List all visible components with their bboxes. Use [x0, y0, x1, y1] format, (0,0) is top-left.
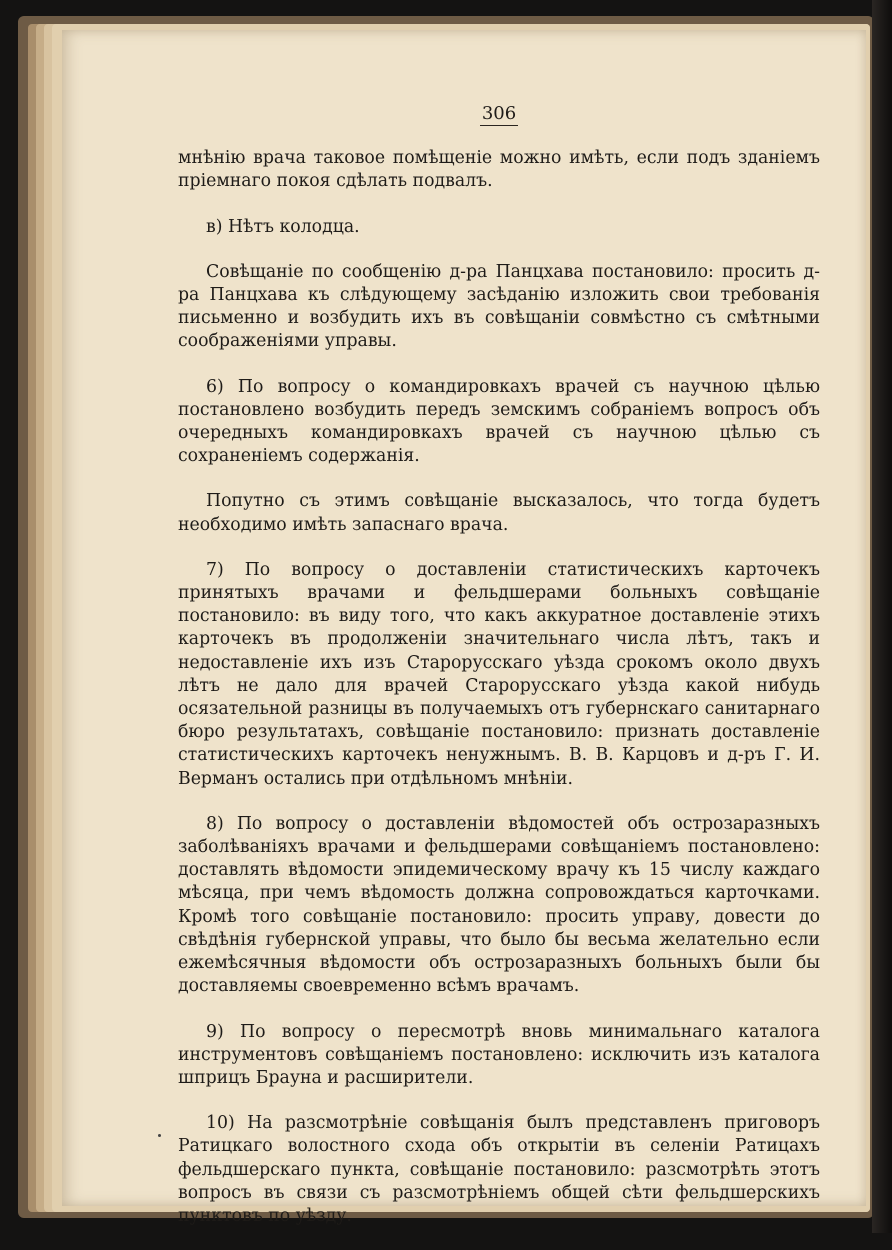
page-number: 306 — [481, 103, 517, 124]
ink-speck — [158, 1134, 161, 1137]
paragraph-item-v: в) Нѣтъ колодца. — [206, 216, 360, 237]
paragraph-item-9: 9) По вопросу о пересмотрѣ вновь минимальнаго каталога инструментовъ совѣщаніемъ постановлено: исключить изъ каталога шприцъ Брауна и расширители. — [178, 1021, 820, 1088]
paragraph-continuation: мнѣнію врача таковое помѣщеніе можно имѣть, если подъ зданіемъ пріемнаго покоя сдѣлать подвалъ. — [178, 148, 820, 192]
paragraph-item-10: 10) На разсмотрѣніе совѣщанія былъ представленъ приговоръ Ратицкаго волостного схода объ открытіи въ селеніи Ратицахъ фельдшерскаго пункта, совѣщаніе постановило: разсмотрѣть этотъ вопросъ въ связи съ разсмотрѣніемъ общей сѣти фельдшерскихъ пунктовъ по уѣзду. — [178, 1113, 820, 1226]
page-text — [178, 102, 820, 1250]
paragraph-item-6: 6) По вопросу о командировкахъ врачей съ научною цѣлью постановлено возбудить передъ земскимъ собраніемъ вопросъ объ очередныхъ командировкахъ врачей съ научною цѣлью съ сохраненіемъ содержанія. — [178, 376, 820, 467]
paragraph-item-8: 8) По вопросу о доставленіи вѣдомостей объ острозаразныхъ заболѣваніяхъ врачами и фельдшерами совѣщаніемъ постановлено: доставлять вѣдомости эпидемическому врачу къ 15 числу каждаго мѣсяца, при чемъ вѣдомость должна сопровождаться карточками. Кромѣ того совѣщаніе постановило: просить управу, довести до свѣдѣнія губернской управы, что было бы весьма желательно если ежемѣсячныя вѣдомости объ острозаразныхъ больныхъ были бы доставляемы своевременно всѣмъ врачамъ. — [178, 813, 820, 997]
paragraph-item-7: 7) По вопросу о доставленіи статистическихъ карточекъ принятыхъ врачами и фельдшерами больныхъ совѣщаніе постановило: въ виду того, что какъ аккуратное доставленіе этихъ карточекъ въ продолженіи значительнаго числа лѣтъ, такъ и недоставленіе ихъ изъ Старорусскаго уѣзда срокомъ около двухъ лѣтъ не дало для врачей Старорусскаго уѣзда какой нибудь осязательной разницы въ получаемыхъ отъ губернскаго санитарнаго бюро результатахъ, совѣщаніе постановило: признать доставленіе статистическихъ карточекъ ненужнымъ. В. В. Карцовъ и д-ръ Г. И. Верманъ остались при отдѣльномъ мнѣніи. — [178, 559, 820, 789]
paragraph-reserve-doctor: Попутно съ этимъ совѣщаніе высказалось, что тогда будетъ необходимо имѣть запаснаго врача. — [178, 491, 820, 535]
background-edge — [872, 0, 892, 1233]
paragraph-resolution-pantskhava: Совѣщаніе по сообщенію д-ра Панцхава постановило: просить д-ра Панцхава къ слѣдующему засѣданію изложить свои требованія письменно и возбудить ихъ въ совѣщаніи совмѣстно съ смѣтными соображеніями управы. — [178, 261, 820, 352]
